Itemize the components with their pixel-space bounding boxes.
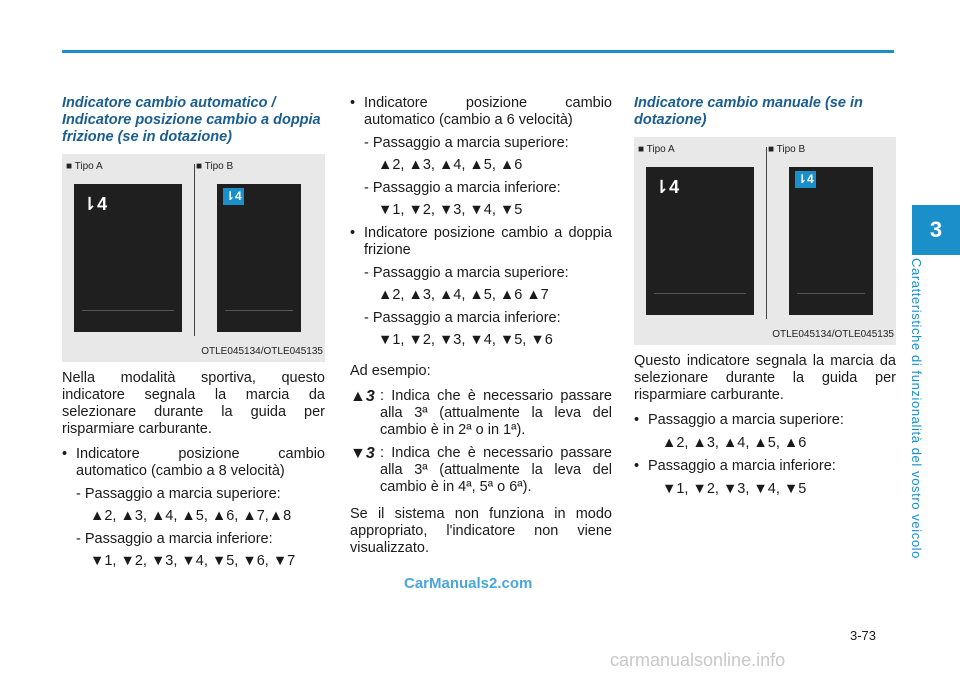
page-number: 3-73 bbox=[850, 628, 877, 643]
example-label: Ad esempio: bbox=[350, 363, 431, 379]
intro-text: Nella modalità sportiva, questo indicatore segnala la marcia da selezionare durante la guida per risparmiare carburante. bbox=[62, 370, 325, 437]
upshift-label: - Passaggio a marcia superiore: bbox=[76, 486, 281, 502]
example-downshift-text: : Indica che è necessario passare alla 3ª (attualmente la leva del cambio è in 4ª, 5ª o 6ª). bbox=[380, 445, 612, 495]
figure-divider bbox=[766, 147, 767, 319]
downshift-label: - Passaggio a marcia inferiore: bbox=[364, 180, 561, 196]
display-type-a bbox=[646, 167, 754, 315]
gear-indicator-a: ⇂4 bbox=[654, 177, 680, 197]
downshift-3-icon: ▼3 bbox=[350, 445, 375, 462]
downshift-gears: ▼1, ▼2, ▼3, ▼4, ▼5 bbox=[662, 481, 807, 497]
bullet-upshift: • Passaggio a marcia superiore: bbox=[634, 412, 896, 429]
upshift-gears: ▲2, ▲3, ▲4, ▲5, ▲6 bbox=[662, 435, 807, 451]
figure-automatic bbox=[62, 154, 325, 362]
downshift-gears: ▼1, ▼2, ▼3, ▼4, ▼5, ▼6, ▼7 bbox=[90, 553, 296, 569]
upshift-gears: ▲2, ▲3, ▲4, ▲5, ▲6, ▲7,▲8 bbox=[90, 508, 292, 524]
gear-indicator-b: ⇂4 bbox=[225, 189, 242, 203]
upshift-gears: ▲2, ▲3, ▲4, ▲5, ▲6 bbox=[378, 157, 523, 173]
footer-watermark: carmanualsonline.info bbox=[610, 650, 786, 670]
side-title bbox=[909, 258, 946, 578]
downshift-label: - Passaggio a marcia inferiore: bbox=[76, 531, 273, 547]
display-divider bbox=[797, 293, 865, 294]
bullet-6-speed: • Indicatore posizione cambio automatico (cambio a 6 velocità) bbox=[350, 95, 612, 129]
display-type-b bbox=[217, 184, 301, 332]
bullet-8-speed: • Indicatore posizione cambio automatico (cambio a 8 velocità) bbox=[62, 446, 325, 480]
section-heading-manual: Indicatore cambio manuale (se in dotazione) bbox=[634, 95, 863, 128]
figure-label-b: ■ Tipo B bbox=[196, 158, 233, 175]
upshift-label: - Passaggio a marcia superiore: bbox=[364, 265, 569, 281]
top-rule bbox=[62, 50, 894, 53]
bullet-dual-clutch: • Indicatore posizione cambio a doppia frizione bbox=[350, 225, 612, 259]
gear-indicator-a: ⇂4 bbox=[82, 194, 108, 214]
section-heading-automatic: Indicatore cambio automatico / Indicatore posizione cambio a doppia frizione (se in dotazione) bbox=[62, 95, 321, 145]
column-1 bbox=[62, 95, 325, 576]
side-title-text: Caratteristiche di funzionalità del vostro veicolo bbox=[909, 258, 924, 559]
downshift-label: - Passaggio a marcia inferiore: bbox=[364, 310, 561, 326]
figure-manual bbox=[634, 137, 896, 345]
example-upshift-text: : Indica che è necessario passare alla 3ª (attualmente la leva del cambio è in 2ª o in 1ª). bbox=[380, 388, 612, 438]
upshift-3-icon: ▲3 bbox=[350, 388, 375, 405]
downshift-gears: ▼1, ▼2, ▼3, ▼4, ▼5, ▼6 bbox=[378, 332, 553, 348]
figure-caption: OTLE045134/OTLE045135 bbox=[772, 329, 894, 340]
display-type-a bbox=[74, 184, 182, 332]
display-divider bbox=[225, 310, 293, 311]
figure-divider bbox=[194, 164, 195, 336]
display-type-b bbox=[789, 167, 873, 315]
gear-indicator-b: ⇂4 bbox=[797, 172, 814, 186]
display-divider bbox=[654, 293, 746, 294]
bullet-downshift: • Passaggio a marcia inferiore: bbox=[634, 458, 896, 475]
figure-label-a: ■ Tipo A bbox=[638, 141, 675, 158]
outro-text: Se il sistema non funziona in modo appropriato, l'indicatore non viene visualizzato. bbox=[350, 506, 612, 556]
column-2 bbox=[350, 95, 612, 565]
example-upshift bbox=[350, 388, 612, 439]
figure-caption: OTLE045134/OTLE045135 bbox=[201, 346, 323, 357]
intro-text: Questo indicatore segnala la marcia da selezionare durante la guida per risparmiare carburante. bbox=[634, 353, 896, 403]
display-divider bbox=[82, 310, 174, 311]
chapter-tab: 3 bbox=[912, 205, 960, 255]
figure-label-b: ■ Tipo B bbox=[768, 141, 805, 158]
column-3 bbox=[634, 95, 896, 504]
upshift-label: - Passaggio a marcia superiore: bbox=[364, 135, 569, 151]
example-downshift bbox=[350, 445, 612, 496]
watermark-link[interactable]: CarManuals2.com bbox=[404, 575, 533, 592]
upshift-gears: ▲2, ▲3, ▲4, ▲5, ▲6 ▲7 bbox=[378, 287, 549, 303]
downshift-gears: ▼1, ▼2, ▼3, ▼4, ▼5 bbox=[378, 202, 523, 218]
figure-label-a: ■ Tipo A bbox=[66, 158, 103, 175]
